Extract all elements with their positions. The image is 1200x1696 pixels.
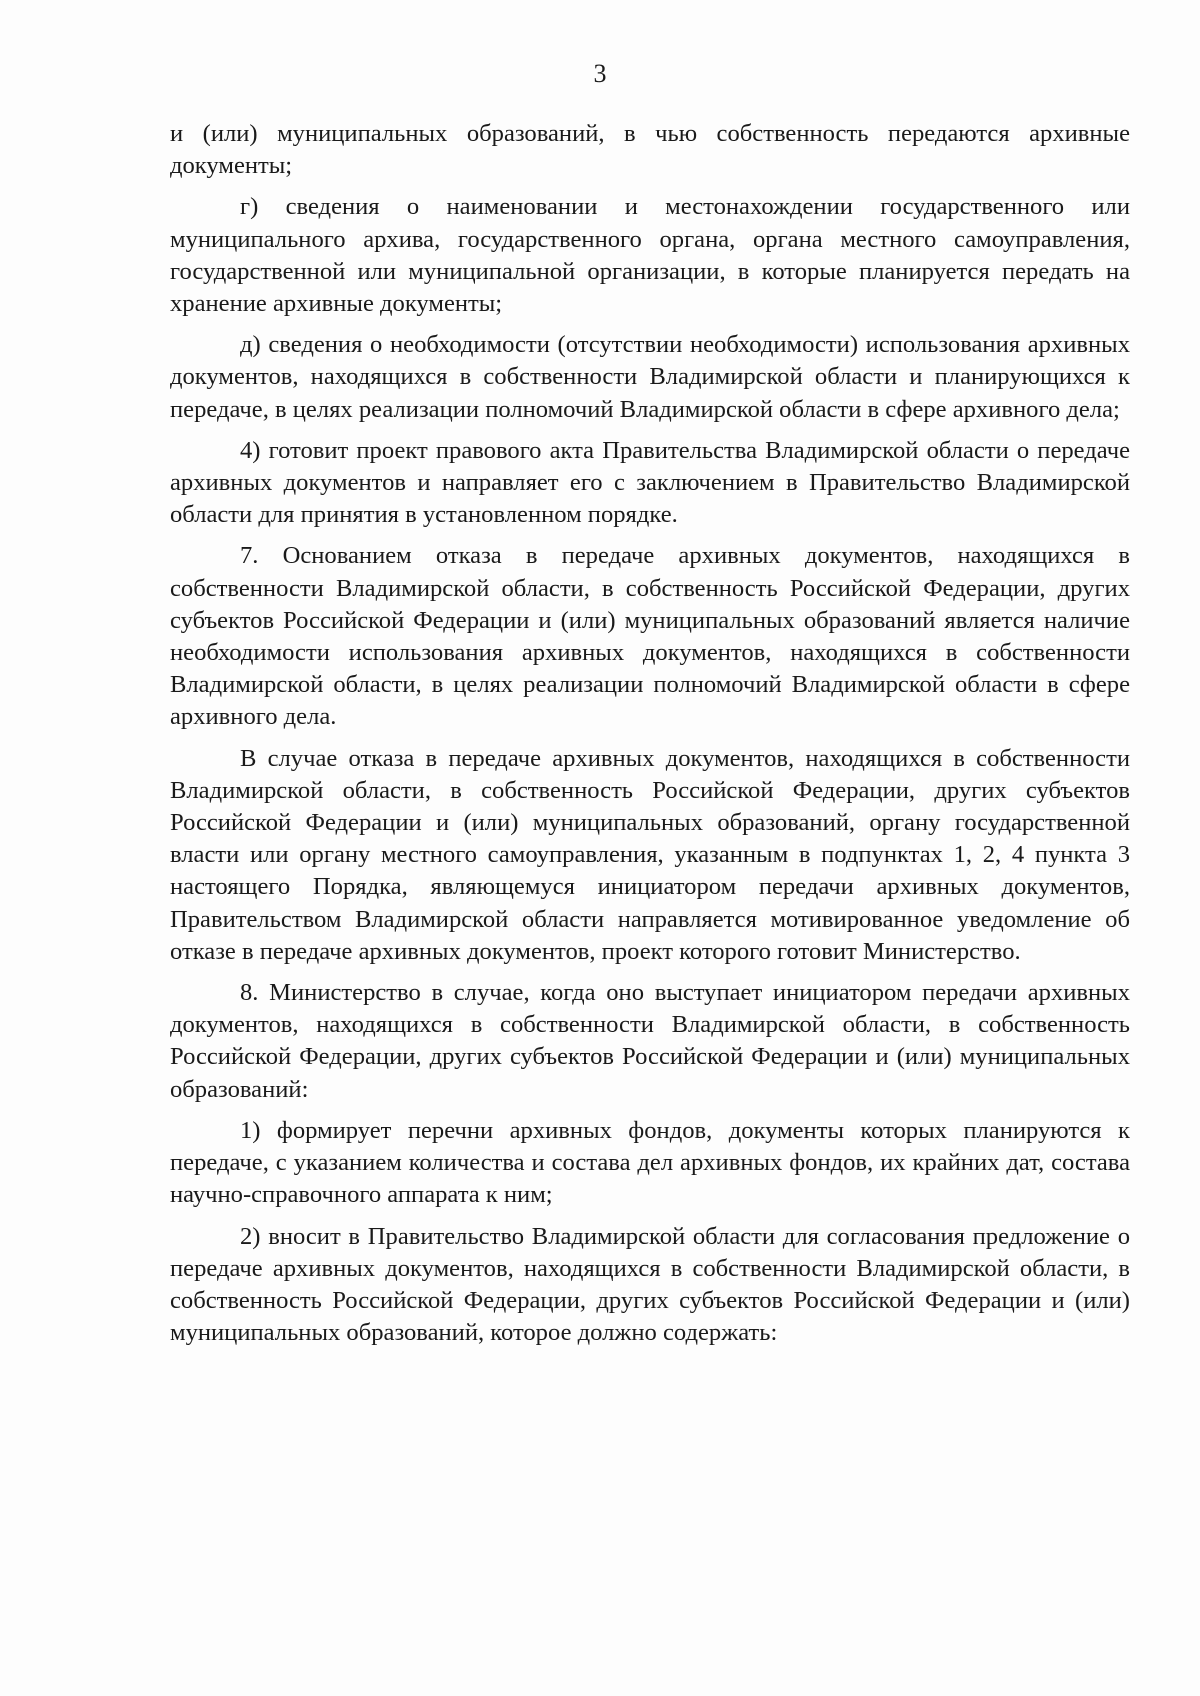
- paragraph-section-7: 7. Основанием отказа в передаче архивных документов, находящихся в собственности Владимирской области, в собственность Российской Федерации, других субъектов Российской Федерации и (или) муниципальных образований является наличие необходимости использования архивных документов, находящихся в собственности Владимирской области, в целях реализации полномочий Владимирской области в сфере архивного дела.: [170, 542, 1130, 731]
- paragraph-section-8: 8. Министерство в случае, когда оно выступает инициатором передачи архивных документов, находящихся в собственности Владимирской области, в собственность Российской Федерации, других субъектов Российской Федерации и (или) муниципальных образований:: [170, 979, 1130, 1103]
- document-body: [170, 118, 1130, 1358]
- paragraph-item-1: 1) формирует перечни архивных фондов, документы которых планируются к передаче, с указанием количества и состава дел архивных фондов, их крайних дат, состава научно-справочного аппарата к ним;: [170, 1116, 1130, 1209]
- paragraph-refusal-case: В случае отказа в передаче архивных документов, находящихся в собственности Владимирской области, в собственность Российской Федерации, других субъектов Российской Федерации и (или) муниципальных образований, органу государственной власти или органу местного самоуправления, указанным в подпунктах 1, 2, 4 пункта 3 настоящего Порядка, являющемуся инициатором передачи архивных документов, Правительством Владимирской области направляется мотивированное уведомление об отказе в передаче архивных документов, проект которого готовит Министерство.: [170, 744, 1130, 965]
- paragraph-item-2: 2) вносит в Правительство Владимирской области для согласования предложение о передаче архивных документов, находящихся в собственности Владимирской области, в собственность Российской Федерации, других субъектов Российской Федерации и (или) муниципальных образований, которое должно содержать:: [170, 1222, 1130, 1347]
- paragraph-subitem-g: г) сведения о наименовании и местонахождении государственного или муниципального архива, государственного органа, органа местного самоуправления, государственной или муниципальной организации, в которые планируется передать на хранение архивные документы;: [170, 193, 1130, 318]
- page-number: 3: [593, 59, 607, 88]
- paragraph-item-4: 4) готовит проект правового акта Правительства Владимирской области о передаче архивных документов и направляет его с заключением в Правительство Владимирской области для принятия в установленном порядке.: [170, 436, 1130, 529]
- paragraph-subitem-d: д) сведения о необходимости (отсутствии необходимости) использования архивных документов, находящихся в собственности Владимирской области и планирующихся к передаче, в целях реализации полномочий Владимирской области в сфере архивного дела;: [170, 331, 1130, 423]
- paragraph-continuation: и (или) муниципальных образований, в чью собственность передаются архивные документы;: [170, 120, 1130, 180]
